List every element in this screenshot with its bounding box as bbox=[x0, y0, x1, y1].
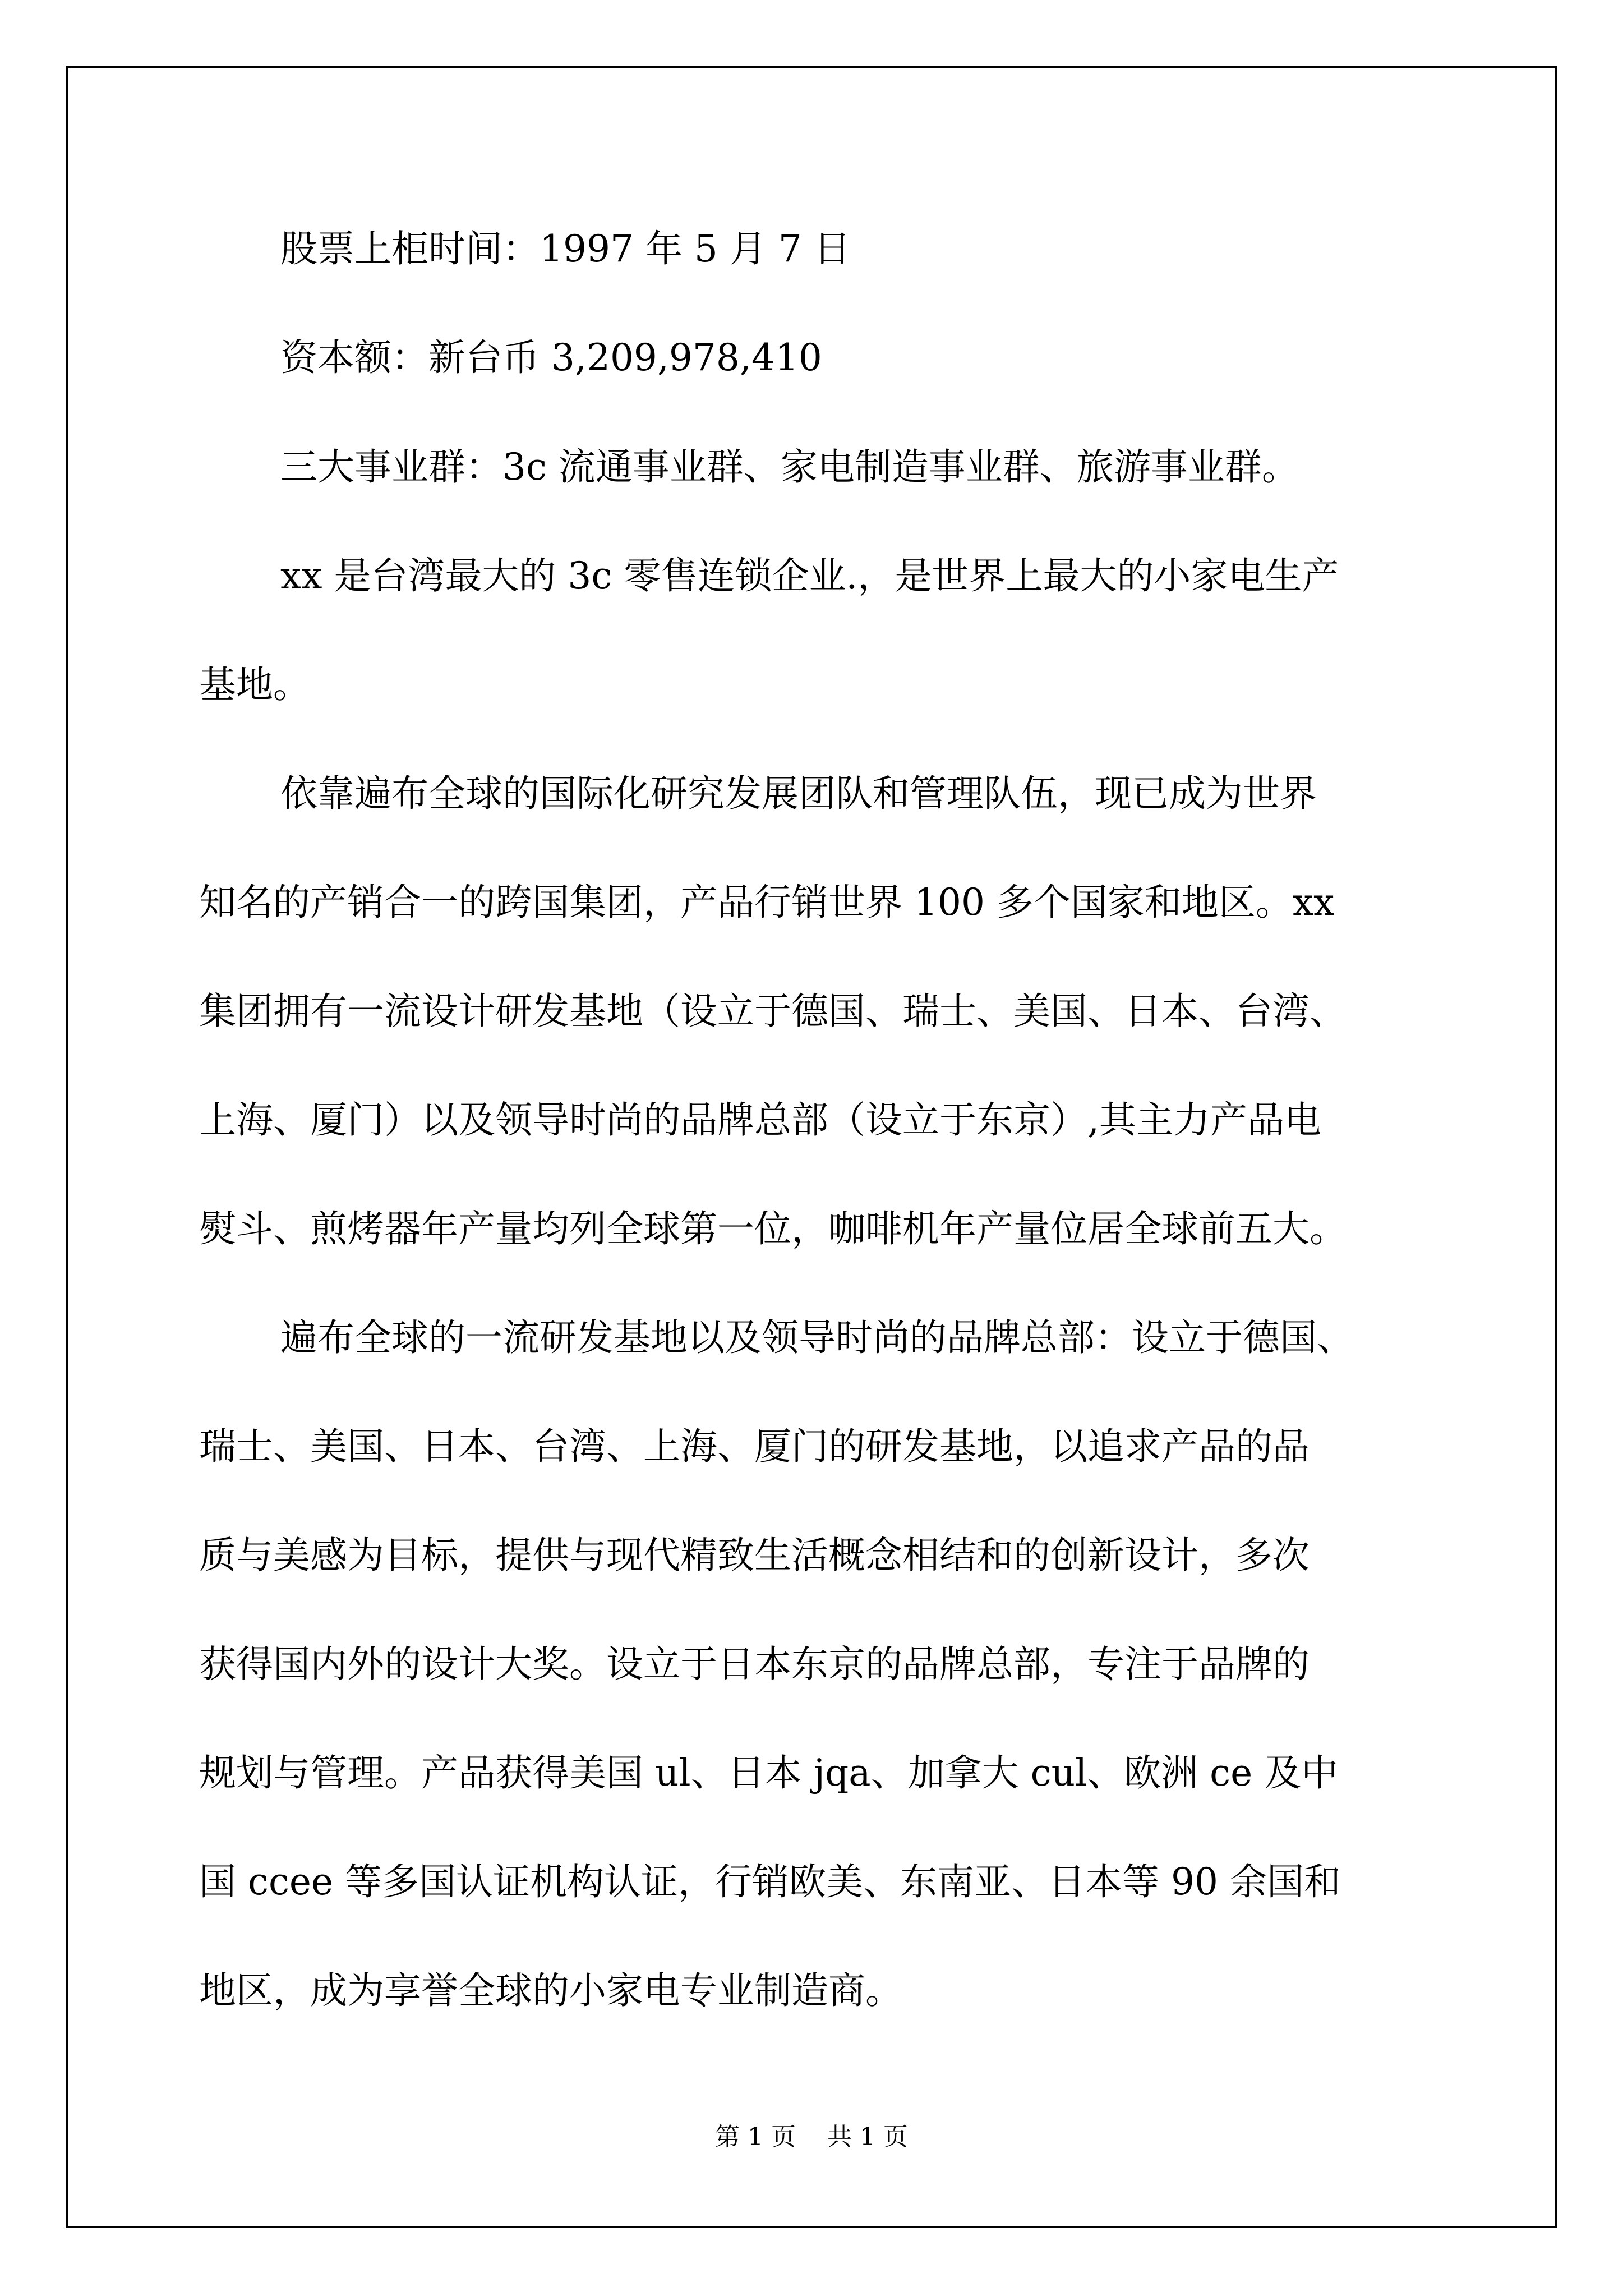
page-number-footer: 第 1 页 共 1 页 bbox=[715, 2123, 908, 2151]
text-line-para2-4: 上海、厦门）以及领导时尚的品牌总部（设立于东京）,其主力产品电 bbox=[199, 1098, 1321, 1142]
text-line-business-groups: 三大事业群：3c 流通事业群、家电制造事业群、旅游事业群。 bbox=[280, 445, 1299, 489]
text-line-para3-6: 国 ccee 等多国认证机构认证，行销欧美、东南亚、日本等 90 余国和 bbox=[199, 1860, 1341, 1903]
text-line-capital: 资本额：新台币 3,209,978,410 bbox=[280, 336, 822, 379]
text-line-para2-3: 集团拥有一流设计研发基地（设立于德国、瑞士、美国、日本、台湾、 bbox=[199, 990, 1347, 1033]
text-line-para3-1: 遍布全球的一流研发基地以及领导时尚的品牌总部：设立于德国、 bbox=[280, 1316, 1354, 1359]
text-line-para3-7: 地区，成为享誉全球的小家电专业制造商。 bbox=[199, 1969, 902, 2012]
text-line-para3-4: 获得国内外的设计大奖。设立于日本东京的品牌总部，专注于品牌的 bbox=[199, 1642, 1310, 1686]
text-line-para1-2: 基地。 bbox=[199, 663, 310, 706]
text-line-para3-5: 规划与管理。产品获得美国 ul、日本 jqa、加拿大 cul、欧洲 ce 及中 bbox=[199, 1751, 1339, 1795]
text-line-listing-date: 股票上柜时间：1997 年 5 月 7 日 bbox=[280, 227, 851, 270]
text-line-para2-1: 依靠遍布全球的国际化研究发展团队和管理队伍，现已成为世界 bbox=[280, 772, 1317, 815]
text-line-para3-2: 瑞士、美国、日本、台湾、上海、厦门的研发基地，以追求产品的品 bbox=[199, 1425, 1310, 1468]
text-line-para2-5: 熨斗、煎烤器年产量均列全球第一位，咖啡机年产量位居全球前五大。 bbox=[199, 1207, 1347, 1250]
text-line-para1-1: xx 是台湾最大的 3c 零售连锁企业.，是世界上最大的小家电生产 bbox=[280, 554, 1339, 597]
text-line-para2-2: 知名的产销合一的跨国集团，产品行销世界 100 多个国家和地区。xx bbox=[199, 881, 1335, 924]
text-line-para3-3: 质与美感为目标，提供与现代精致生活概念相结和的创新设计，多次 bbox=[199, 1534, 1310, 1577]
